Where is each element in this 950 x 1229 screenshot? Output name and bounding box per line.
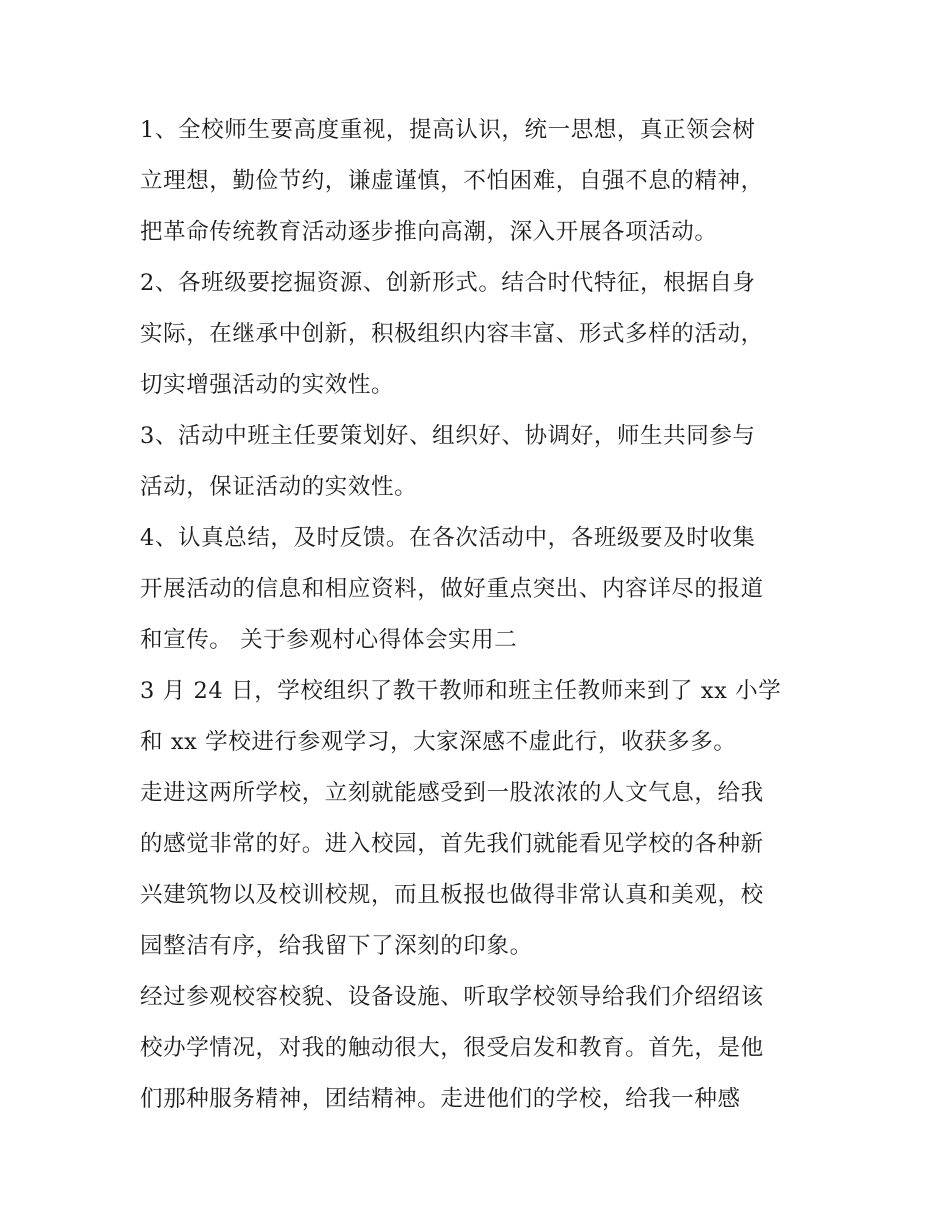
text-line: 经过参观校容校貌、设备设施、听取学校领导给我们介绍绍该 <box>140 984 764 1010</box>
text-line: 园整洁有序，给我留下了深刻的印象。 <box>140 933 533 959</box>
text-line: 活动，保证活动的实效性。 <box>140 474 418 500</box>
text-line: 立理想，勤俭节约，谦虚谨慎，不怕困难，自强不息的精神， <box>140 168 764 194</box>
text-line: 的感觉非常的好。进入校园，首先我们就能看见学校的各种新 <box>140 831 764 857</box>
text-line: 4、认真总结，及时反馈。在各次活动中，各班级要及时收集 <box>140 525 756 551</box>
text-line: 2、各班级要挖掘资源、创新形式。结合时代特征，根据自身 <box>140 270 756 296</box>
text-line: 走进这两所学校，立刻就能感受到一股浓浓的人文气息，给我 <box>140 780 764 806</box>
text-line: 和宣传。 关于参观村心得体会实用二 <box>140 627 518 653</box>
text-line: 和 xx 学校进行参观学习，大家深感不虚此行，收获多多。 <box>140 729 737 755</box>
text-line: 3 月 24 日，学校组织了教干教师和班主任教师来到了 xx 小学 <box>140 678 782 704</box>
text-line: 兴建筑物以及校训校规，而且板报也做得非常认真和美观，校 <box>140 882 764 908</box>
text-line: 切实增强活动的实效性。 <box>140 372 395 398</box>
text-line: 1、全校师生要高度重视，提高认识，统一思想，真正领会树 <box>140 117 756 143</box>
text-line: 实际，在继承中创新，积极组织内容丰富、形式多样的活动， <box>140 321 764 347</box>
document-body <box>140 105 820 1125</box>
text-line: 3、活动中班主任要策划好、组织好、协调好，师生共同参与 <box>140 423 756 449</box>
text-line: 校办学情况，对我的触动很大，很受启发和教育。首先，是他 <box>140 1035 764 1061</box>
text-line: 们那种服务精神，团结精神。走进他们的学校，给我一种感 <box>140 1086 741 1112</box>
text-line: 开展活动的信息和相应资料，做好重点突出、内容详尽的报道 <box>140 576 764 602</box>
text-line: 把革命传统教育活动逐步推向高潮，深入开展各项活动。 <box>140 219 718 245</box>
